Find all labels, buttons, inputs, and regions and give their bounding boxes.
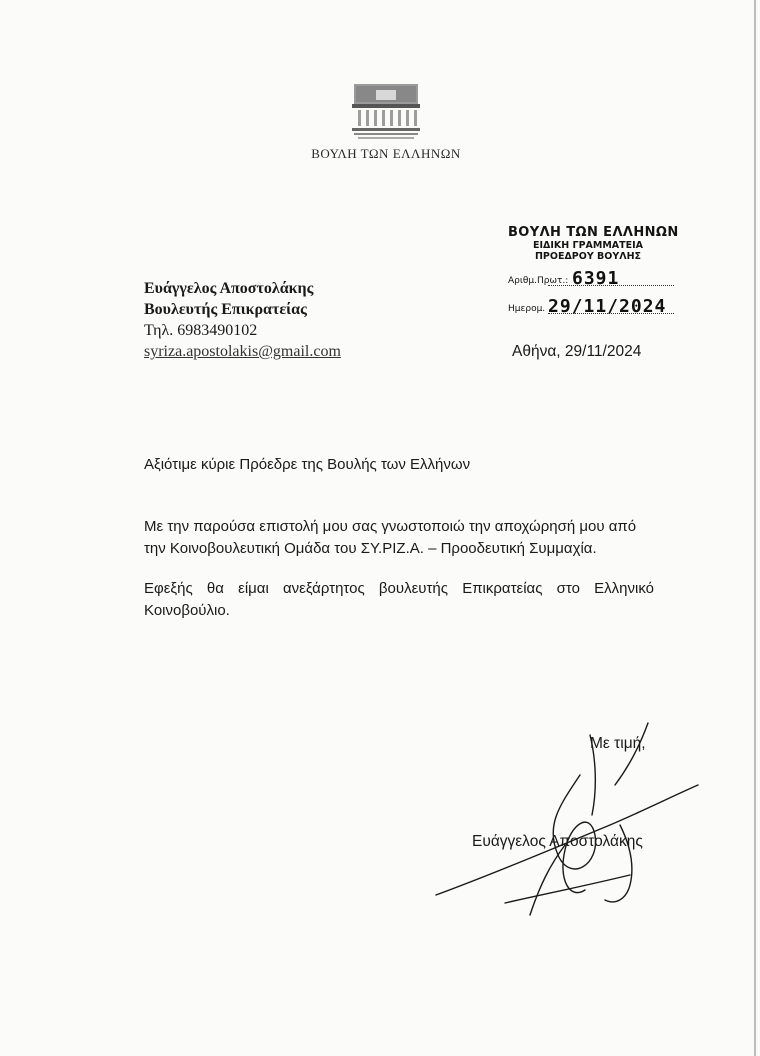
parliament-building-icon	[352, 82, 420, 142]
stamp-protocol-label: Αριθμ.Πρωτ.:	[508, 276, 569, 286]
sender-name: Ευάγγελος Αποστολάκης	[144, 280, 314, 297]
stamp-title: ΒΟΥΛΗ ΤΩΝ ΕΛΛΗΝΩΝ	[508, 225, 679, 240]
sender-phone: Τηλ. 6983490102	[144, 322, 258, 339]
stamp-line1: ΕΙΔΙΚΗ ΓΡΑΜΜΑΤΕΙΑ	[532, 240, 643, 251]
salutation: Αξιότιμε κύριε Πρόεδρε της Βουλής των Ελλήνων	[144, 456, 471, 473]
sender-email[interactable]: syriza.apostolakis@gmail.com	[144, 343, 341, 360]
signer-name: Ευάγγελος Αποστολάκης	[472, 833, 643, 850]
stamp-line2: ΠΡΟΕΔΡΟΥ ΒΟΥΛΗΣ	[534, 251, 642, 262]
closing: Με τιμή,	[590, 735, 646, 752]
stamp-date-label: Ημερομ.	[508, 304, 546, 314]
institution-header: ΒΟΥΛΗ ΤΩΝ ΕΛΛΗΝΩΝ	[311, 146, 461, 161]
sender-role: Βουλευτής Επικρατείας	[144, 301, 307, 318]
paragraph-1: Με την παρούσα επιστολή μου σας γνωστοποιώ την αποχώρησή μου από την Κοινοβουλευτική Ομάδα του ΣΥ.ΡΙΖ.Α. – Προοδευτική Συμμαχία.	[144, 518, 637, 557]
stamp-protocol-row	[508, 266, 708, 290]
stamp-protocol-value: 6391	[572, 268, 620, 289]
sender-block	[144, 278, 341, 362]
registration-stamp	[508, 225, 708, 318]
letter-date: Αθήνα, 29/11/2024	[512, 343, 642, 360]
stamp-date-row	[508, 294, 708, 318]
paragraph-2: Εφεξής θα είμαι ανεξάρτητος βουλευτής Επικρατείας στο Ελληνικό Κοινοβούλιο.	[144, 580, 654, 619]
stamp-date-value: 29/11/2024	[548, 296, 667, 317]
handwritten-signature	[430, 715, 710, 925]
